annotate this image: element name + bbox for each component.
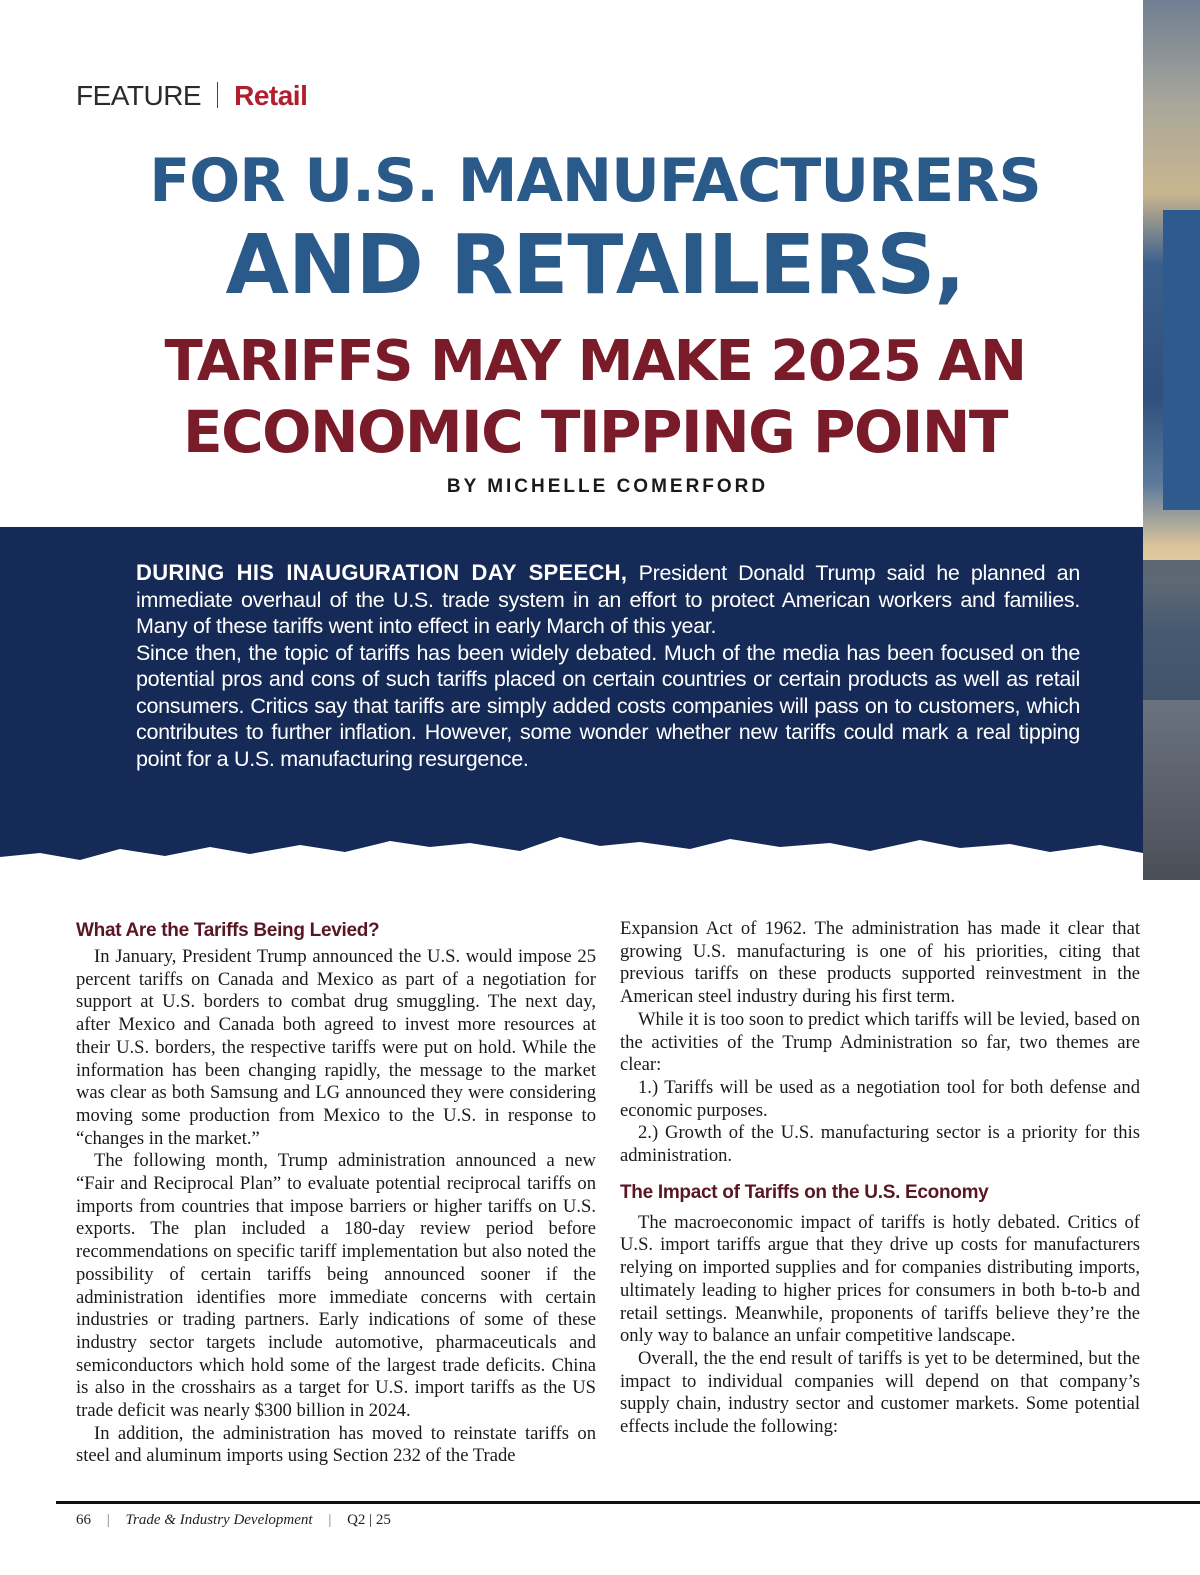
magazine-name: Trade & Industry Development xyxy=(125,1512,313,1528)
kicker-divider xyxy=(217,82,218,108)
list-item: 1.) Tariffs will be used as a negotiation tool for both defense and economic purposes. xyxy=(620,1076,1140,1121)
headline-line-1: FOR U.S. MANUFACTURERS xyxy=(149,146,1041,216)
article-column-left xyxy=(76,918,596,1468)
page-number: 66 xyxy=(76,1512,91,1528)
intro-paragraph-1 xyxy=(136,560,1080,640)
headline-line-2: AND RETAILERS, xyxy=(225,218,965,313)
issue-label: Q2 | 25 xyxy=(347,1512,391,1528)
port-image xyxy=(1143,560,1200,700)
page-footer xyxy=(76,1512,403,1529)
intro-paragraph-2: Since then, the topic of tariffs has been widely debated. Much of the media has been focused on the potential pros and cons of such tariffs placed on certain countries or certain products as well as retail consumers. Critics say that tariffs are simply added costs companies will pass on to customers, which contributes to further inflation. However, some wonder whether new tariffs could mark a real tipping point for a U.S. manufacturing resurgence. xyxy=(136,640,1080,771)
byline: BY MICHELLE COMERFORD xyxy=(446,476,769,497)
intro-lead: DURING HIS INAUGURATION DAY SPEECH, xyxy=(136,560,628,585)
footer-rule xyxy=(56,1501,1200,1504)
cover-photo-strip xyxy=(1143,0,1200,880)
section-heading-impact: The Impact of Tariffs on the U.S. Economy xyxy=(620,1181,989,1203)
footer-divider: | xyxy=(328,1512,332,1528)
body-paragraph: The macroeconomic impact of tariffs is hotly debated. Critics of U.S. import tariffs argue that they drive up costs for manufacturers relying on imported supplies and for companies distributing imports, ultimately leading to higher prices for consumers in both b-to-b and retail settings. Meanwhile, proponents of tariffs believe they’re the only way to balance an unfair competitive landscape. xyxy=(620,1211,1140,1347)
body-paragraph: In addition, the administration has moved to reinstate tariffs on steel and aluminum imports using Section 232 of the Trade xyxy=(76,1422,596,1467)
intro-paragraph-1-text: President Donald Trump said he planned an immediate overhaul of the U.S. trade system in an effort to protect American workers and families. Many of these tariffs went into effect in early March of this year. xyxy=(136,561,1080,638)
dock-image xyxy=(1143,700,1200,880)
intro-text xyxy=(136,560,1080,772)
torn-edge-decoration xyxy=(0,827,1143,879)
footer-divider: | xyxy=(106,1512,110,1528)
list-item: 2.) Growth of the U.S. manufacturing sector is a priority for this administration. xyxy=(620,1122,1140,1167)
body-paragraph: Overall, the the end result of tariffs is yet to be determined, but the impact to individual companies will depend on that company’s supply chain, industry sector and customer markets. Some potential effects include the following: xyxy=(620,1347,1140,1438)
headline-line-3: TARIFFS MAY MAKE 2025 AN xyxy=(164,329,1026,394)
headline-line-4: ECONOMIC TIPPING POINT xyxy=(183,398,1007,466)
article-column-right xyxy=(620,918,1140,1439)
body-paragraph: The following month, Trump administration announced a new “Fair and Reciprocal Plan” to evaluate potential reciprocal tariffs on imports from countries that impose barriers or higher tariffs on U.S. exports. The plan included a 180-day review period before recommendations on specific tariff implementation but also noted the possibility of certain tariffs being announced sooner if the administration identifies more immediate concerns with certain industries or trading partners. Early indications of some of these industry sector targets include automotive, pharmaceuticals and semiconductors which hold some of the largest trade deficits. China is also in the crosshairs as a target for U.S. import tariffs as the US trade deficit was nearly $300 billion in 2024. xyxy=(76,1150,596,1422)
kicker-section: FEATURE xyxy=(76,80,202,111)
section-heading-tariffs: What Are the Tariffs Being Levied? xyxy=(76,920,380,941)
kicker-topic: Retail xyxy=(234,80,308,111)
body-paragraph-continued: Expansion Act of 1962. The administration has made it clear that growing U.S. manufacturing is one of his priorities, citing that previous tariffs on these products supported reinvestment in the American steel industry during his first term. xyxy=(620,918,1140,1008)
body-paragraph: While it is too soon to predict which tariffs will be levied, based on the activities of the Trump Administration so far, two themes are clear: xyxy=(620,1008,1140,1076)
shipping-container-image xyxy=(1163,210,1200,510)
body-paragraph: In January, President Trump announced the U.S. would impose 25 percent tariffs on Canada and Mexico as part of a negotiation for support at U.S. borders to combat drug smuggling. The next day, after Mexico and Canada both agreed to invest more resources at their U.S. borders, the respective tariffs were put on hold. While the information has been changing rapidly, the message to the market was clear as both Samsung and LG announced they were considering moving some production from Mexico to the U.S. in response to “changes in the market.” xyxy=(76,946,596,1149)
section-kicker xyxy=(76,78,307,114)
